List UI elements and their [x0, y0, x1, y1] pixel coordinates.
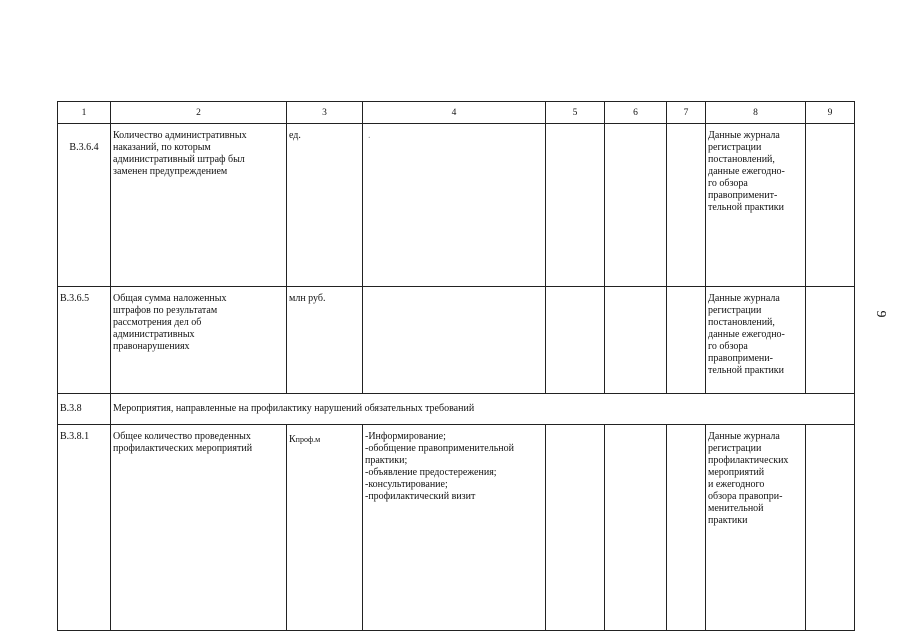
header-col-9: 9	[806, 102, 855, 124]
row-source-line: Данные журнала	[708, 130, 780, 141]
row-col4-line: практики;	[365, 455, 408, 466]
row-col4	[363, 287, 546, 394]
row-name-line: Количество административных	[113, 130, 247, 141]
row-name-line: заменен предупреждением	[113, 166, 228, 177]
row-code: В.3.6.5	[58, 287, 111, 394]
row-source-line: менительной	[708, 503, 764, 514]
header-col-5: 5	[546, 102, 605, 124]
row-source-line: данные ежегодно-	[708, 329, 785, 340]
row-col4-line: .	[368, 130, 371, 141]
row-col5	[546, 425, 605, 631]
row-source-line: правоприменит-	[708, 190, 778, 201]
table-row	[58, 287, 855, 394]
row-source-line: го обзора	[708, 341, 748, 352]
unit-symbol: К	[289, 434, 296, 445]
row-col9	[806, 124, 855, 287]
row-source-line: тельной практики	[708, 202, 785, 213]
row-col5	[546, 124, 605, 287]
row-name-line: Общее количество проведенных	[113, 431, 251, 442]
row-source	[706, 287, 806, 394]
row-source	[706, 124, 806, 287]
row-source-line: Данные журнала	[708, 293, 780, 304]
section-code: В.3.8	[58, 394, 111, 425]
row-col4-line: -объявление предостережения;	[365, 467, 497, 478]
row-source-line: тельной практики	[708, 365, 785, 376]
row-col4	[363, 124, 546, 287]
row-source-line: Данные журнала	[708, 431, 780, 442]
header-col-1: 1	[58, 102, 111, 124]
row-source-line: профилактических	[708, 455, 789, 466]
row-source-line: данные ежегодно-	[708, 166, 785, 177]
row-name	[111, 287, 287, 394]
header-col-6: 6	[605, 102, 667, 124]
row-col5	[546, 287, 605, 394]
row-col6	[605, 124, 667, 287]
row-source-line: го обзора	[708, 178, 748, 189]
row-source-line: практики	[708, 515, 748, 526]
row-name-line: Общая сумма наложенных	[113, 293, 227, 304]
row-unit: млн руб.	[287, 287, 363, 394]
indicators-table	[57, 101, 855, 631]
row-unit	[287, 425, 363, 631]
row-code: В.3.6.4	[58, 124, 111, 287]
row-source-line: мероприятий	[708, 467, 765, 478]
row-name	[111, 124, 287, 287]
page-number: 9	[873, 310, 888, 318]
row-col9	[806, 425, 855, 631]
unit-subscript: проф.м	[295, 435, 321, 444]
section-row	[58, 394, 855, 425]
header-col-3: 3	[287, 102, 363, 124]
row-source-line: постановлений,	[708, 317, 775, 328]
row-col7	[667, 425, 706, 631]
row-name	[111, 425, 287, 631]
header-col-2: 2	[111, 102, 287, 124]
row-code: В.3.8.1	[58, 425, 111, 631]
header-col-4: 4	[363, 102, 546, 124]
row-source	[706, 425, 806, 631]
row-name-line: рассмотрения дел об	[113, 317, 202, 328]
row-col4-line: -профилактический визит	[365, 491, 476, 502]
row-col4	[363, 425, 546, 631]
row-col6	[605, 287, 667, 394]
header-col-7: 7	[667, 102, 706, 124]
row-source-line: регистрации	[708, 142, 762, 153]
row-col4-line: -обобщение правоприменительной	[365, 443, 514, 454]
row-col6	[605, 425, 667, 631]
row-unit: ед.	[287, 124, 363, 287]
row-col4-line: -Информирование;	[365, 431, 446, 442]
header-col-8: 8	[706, 102, 806, 124]
row-source-line: постановлений,	[708, 154, 775, 165]
section-title: Мероприятия, направленные на профилактику нарушений обязательных требований	[111, 394, 855, 425]
row-col7	[667, 287, 706, 394]
row-source-line: регистрации	[708, 305, 762, 316]
row-col9	[806, 287, 855, 394]
table-row	[58, 124, 855, 287]
row-source-line: правопримени-	[708, 353, 773, 364]
row-name-line: профилактических мероприятий	[113, 443, 253, 454]
row-source-line: обзора правопри-	[708, 491, 783, 502]
row-source-line: регистрации	[708, 443, 762, 454]
row-name-line: наказаний, по которым	[113, 142, 211, 153]
row-name-line: правонарушениях	[113, 341, 190, 352]
row-name-line: штрафов по результатам	[113, 305, 218, 316]
table-row	[58, 425, 855, 631]
row-col4-line: -консультирование;	[365, 479, 448, 490]
header-row	[58, 102, 855, 124]
row-col7	[667, 124, 706, 287]
row-name-line: административных	[113, 329, 195, 340]
row-source-line: и ежегодного	[708, 479, 765, 490]
row-name-line: административный штраф был	[113, 154, 245, 165]
